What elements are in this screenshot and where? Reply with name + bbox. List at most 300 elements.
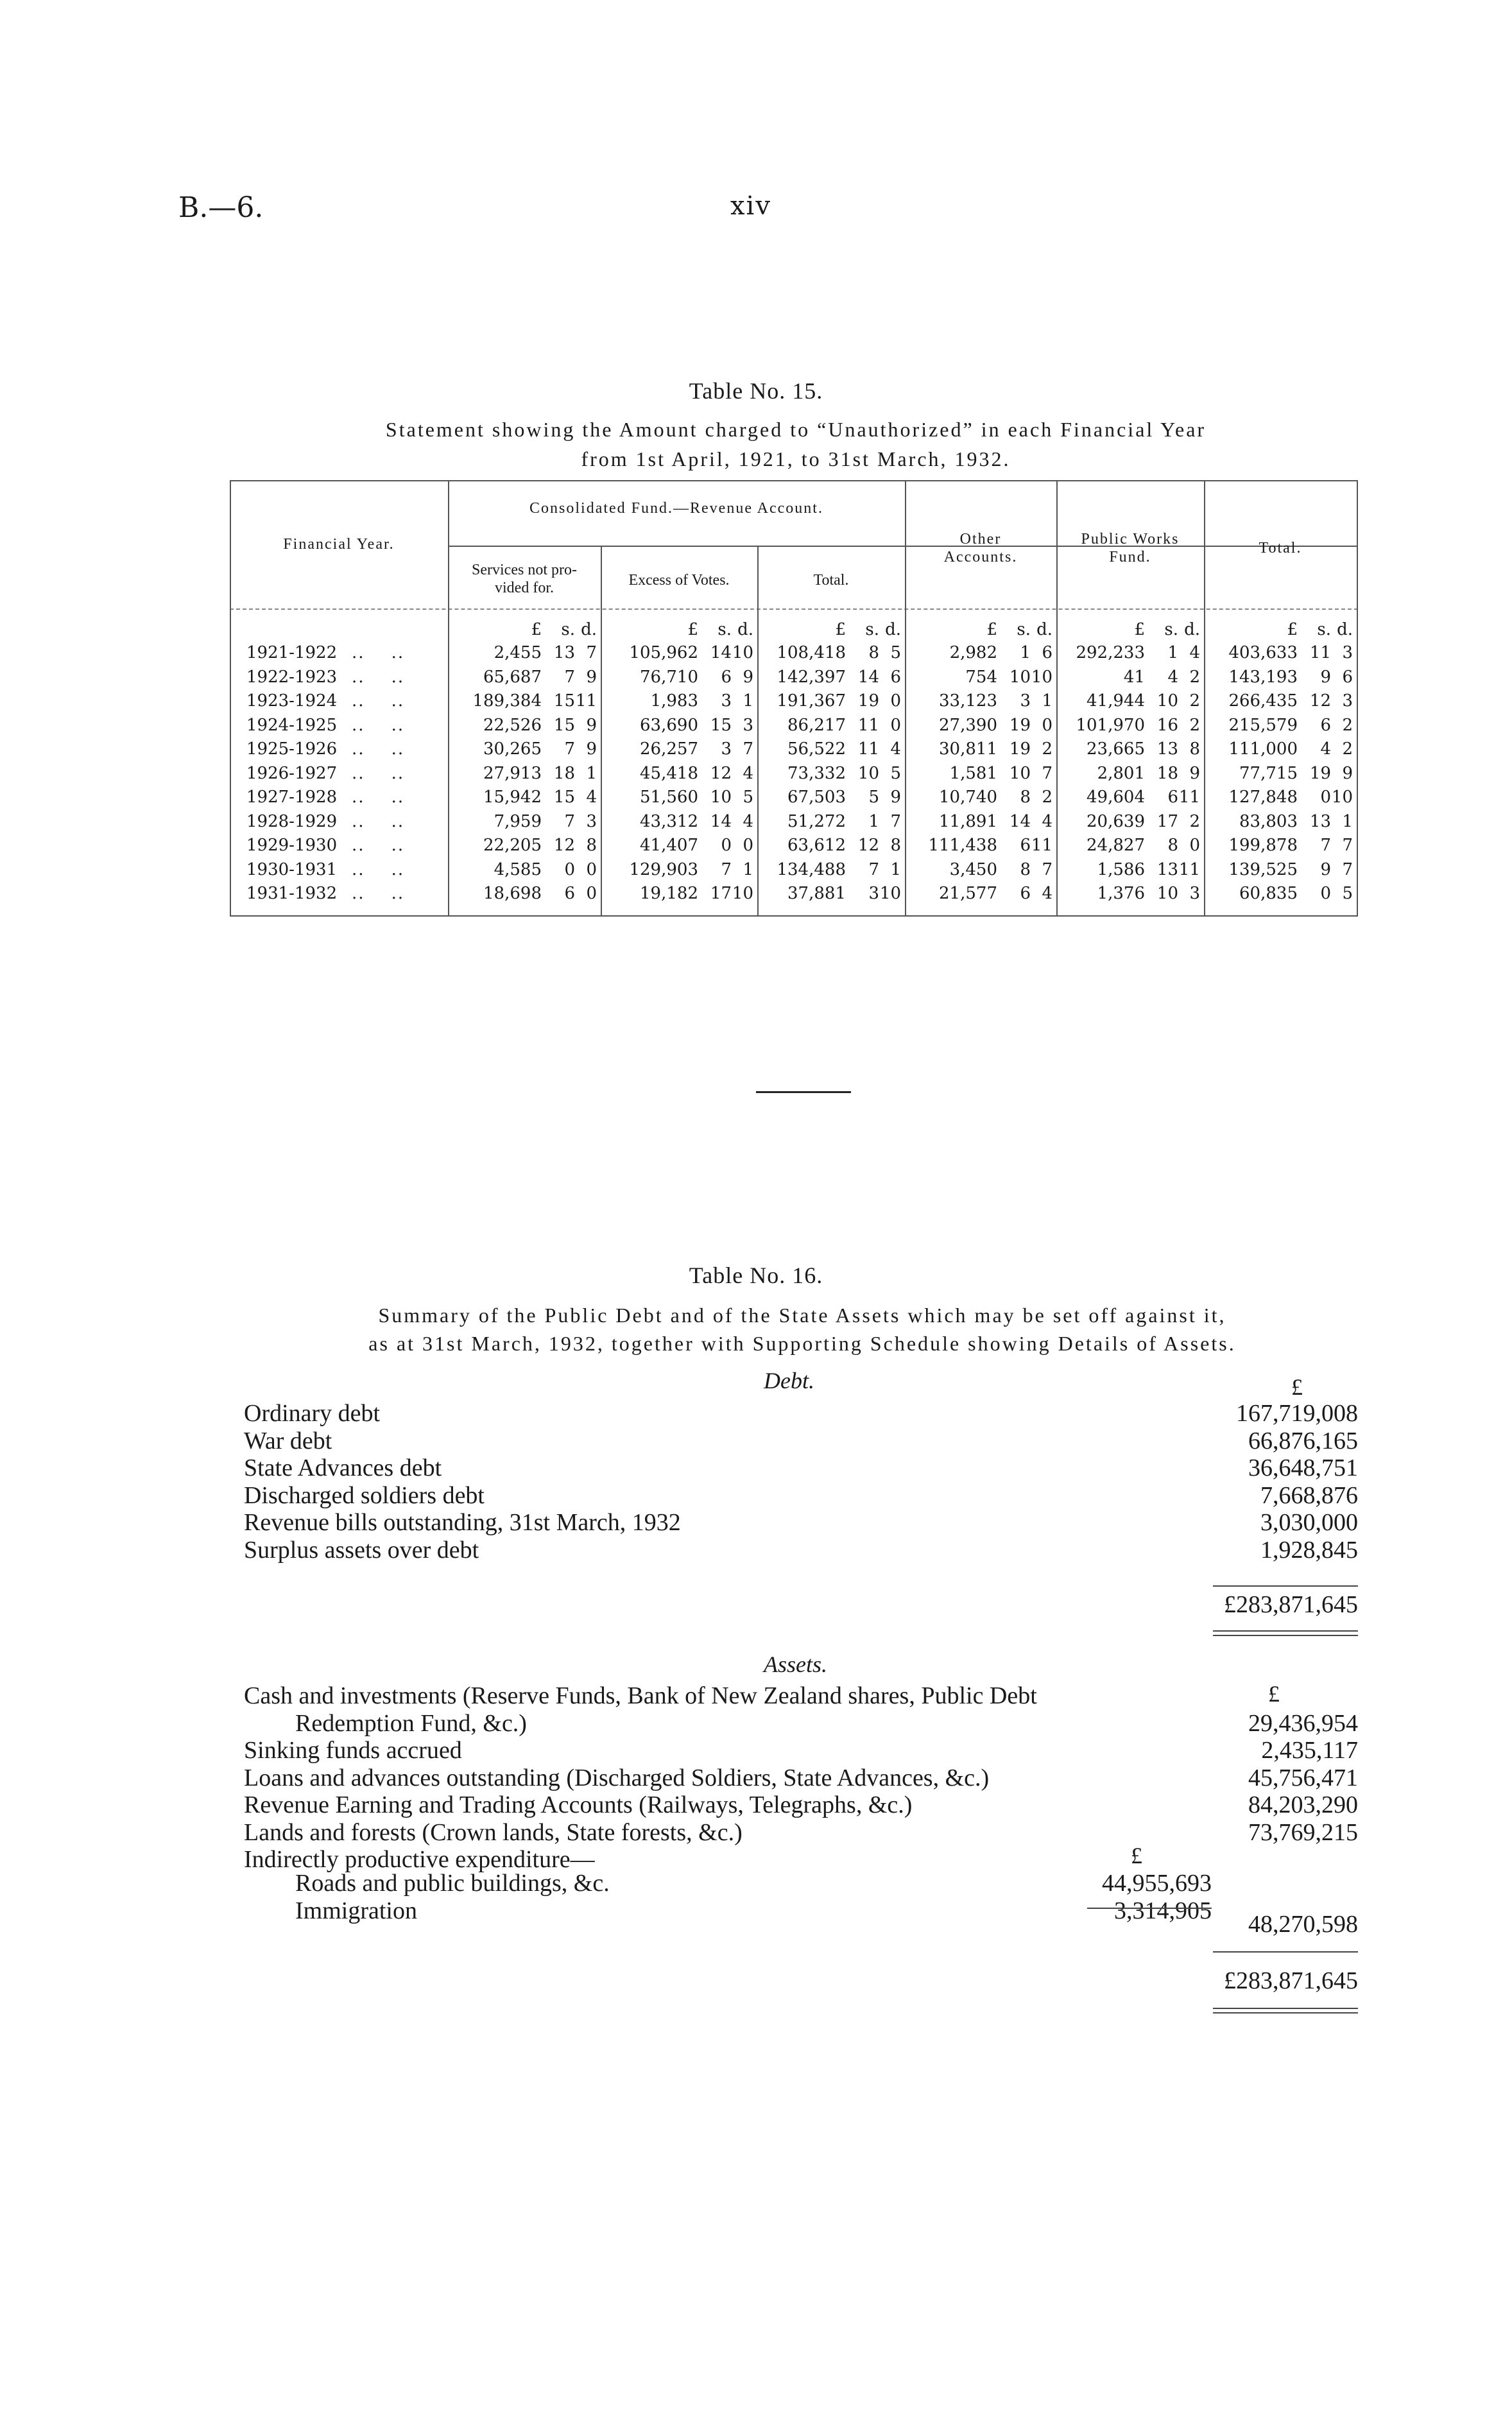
asset-item-amount: 45,756,471 (1248, 1764, 1358, 1791)
c1-shillings: 0 (564, 859, 575, 879)
row-leader-dots: .. .. (352, 739, 405, 759)
indirect-total: 48,270,598 (1248, 1911, 1358, 1938)
c3-shillings: 7 (868, 859, 879, 879)
c4-shillings: 6 (1020, 884, 1031, 903)
c4-pence: 7 (1042, 859, 1052, 879)
unit-pound: £ (835, 620, 846, 639)
debt-item-label: Revenue bills outstanding, 31st March, 1932 (244, 1509, 681, 1536)
c6-pence: 1 (1342, 811, 1353, 831)
c3-shillings: 12 (857, 836, 879, 855)
c5-pounds: 41 (1123, 667, 1145, 687)
asset-item-amount: 84,203,290 (1248, 1791, 1358, 1818)
c3-shillings: 5 (868, 788, 879, 807)
row-leader-dots: .. .. (352, 859, 405, 879)
c3-pounds: 134,488 (777, 859, 846, 879)
table15-caption: Table No. 15. (689, 378, 823, 404)
c4-pounds: 33,123 (939, 691, 997, 711)
row-year: 1923-1924 (246, 691, 338, 711)
asset-item-amount: 73,769,215 (1248, 1818, 1358, 1846)
c2-shillings: 17 (710, 884, 732, 903)
c1-pounds: 15,942 (483, 788, 542, 807)
c4-pence: 6 (1042, 643, 1052, 662)
unit-pound: £ (1287, 620, 1298, 639)
row-leader-dots: .. .. (352, 836, 405, 855)
c4-pence: 7 (1042, 763, 1052, 783)
c5-pounds: 1,376 (1097, 884, 1145, 903)
c3-shillings: 3 (868, 884, 879, 903)
c5-shillings: 6 (1167, 788, 1178, 807)
c4-shillings: 1 (1020, 643, 1031, 662)
debt-total-rule-2 (1213, 1635, 1358, 1636)
table-row (230, 716, 1358, 739)
table-row (230, 884, 1358, 907)
unit-pence: d. (737, 620, 753, 639)
indirect-item-label: Roads and public buildings, &c. (295, 1870, 610, 1897)
c6-pence: 6 (1342, 667, 1353, 687)
c4-shillings: 19 (1009, 715, 1031, 735)
c4-pounds: 111,438 (928, 836, 997, 855)
units-row (230, 620, 1358, 643)
table15 (230, 480, 1358, 917)
c2-pounds: 51,560 (640, 788, 698, 807)
asset-item-label: Indirectly productive expenditure— (244, 1846, 595, 1873)
c5-pence: 11 (1178, 788, 1200, 807)
c3-shillings: 11 (857, 715, 879, 735)
c3-pounds: 51,272 (787, 811, 846, 831)
debt-item-label: War debt (244, 1427, 332, 1454)
c1-pounds: 2,455 (494, 643, 542, 662)
c2-shillings: 10 (710, 788, 732, 807)
c3-pounds: 73,332 (787, 763, 846, 783)
row-year: 1921-1922 (246, 643, 338, 662)
c1-shillings: 15 (553, 715, 575, 735)
c4-pence: 4 (1042, 811, 1052, 831)
c1-pounds: 27,913 (483, 763, 542, 783)
c2-pounds: 129,903 (629, 859, 698, 879)
c1-pounds: 189,384 (472, 691, 542, 711)
row-year: 1929-1930 (246, 836, 338, 855)
table-row (230, 836, 1358, 859)
c3-pence: 0 (890, 715, 901, 735)
c1-pounds: 22,205 (483, 836, 542, 855)
c5-pence: 2 (1189, 715, 1200, 735)
c6-shillings: 0 (1320, 788, 1331, 807)
debt-item-amount: 167,719,008 (1236, 1400, 1358, 1427)
c5-shillings: 10 (1156, 691, 1178, 711)
debt-item-amount: 36,648,751 (1248, 1454, 1358, 1481)
c4-shillings: 6 (1020, 836, 1031, 855)
c3-pence: 10 (879, 884, 901, 903)
c5-pence: 11 (1178, 859, 1200, 879)
c6-shillings: 11 (1309, 643, 1331, 662)
unit-shilling: s. (1017, 620, 1031, 639)
table16-description-1: Summary of the Public Debt and of the State Assets which may be set off against it, (378, 1304, 1226, 1327)
report-reference: B.—6. (178, 191, 264, 224)
c5-pence: 2 (1189, 667, 1200, 687)
c3-shillings: 14 (857, 667, 879, 687)
c3-pence: 4 (890, 739, 901, 759)
table-row (230, 860, 1358, 883)
c2-pounds: 45,418 (640, 763, 698, 783)
c4-shillings: 8 (1020, 859, 1031, 879)
c6-pounds: 83,803 (1239, 811, 1298, 831)
c4-shillings: 10 (1009, 667, 1031, 687)
c4-pounds: 754 (965, 667, 997, 687)
unit-shilling: s. (1164, 620, 1178, 639)
c4-pounds: 10,740 (939, 788, 997, 807)
c5-shillings: 8 (1167, 836, 1178, 855)
c1-pence: 11 (575, 691, 597, 711)
c2-shillings: 3 (721, 691, 732, 711)
c5-pence: 2 (1189, 811, 1200, 831)
c4-shillings: 19 (1009, 739, 1031, 759)
top-rule (230, 480, 1358, 481)
c3-shillings: 19 (857, 691, 879, 711)
indirect-item-amount: 44,955,693 (1102, 1870, 1212, 1897)
c6-shillings: 7 (1320, 836, 1331, 855)
c6-pounds: 127,848 (1228, 788, 1298, 807)
c6-pounds: 60,835 (1239, 884, 1298, 903)
table-row (230, 764, 1358, 787)
c3-pounds: 142,397 (777, 667, 846, 687)
c4-pence: 4 (1042, 884, 1052, 903)
table-row (230, 668, 1358, 691)
c5-pence: 0 (1189, 836, 1200, 855)
section-separator (756, 1091, 851, 1093)
c5-pence: 2 (1189, 691, 1200, 711)
debt-item-label: Surplus assets over debt (244, 1536, 479, 1564)
c6-shillings: 12 (1309, 691, 1331, 711)
hdr-total-inner: Total. (813, 572, 849, 589)
c1-pounds: 30,265 (483, 739, 542, 759)
asset-item-label: Redemption Fund, &c.) (295, 1709, 527, 1737)
c6-pence: 3 (1342, 691, 1353, 711)
c4-pence: 11 (1031, 836, 1052, 855)
c2-pounds: 63,690 (640, 715, 698, 735)
c6-pounds: 199,878 (1228, 836, 1298, 855)
table-row (230, 739, 1358, 763)
table15-description-1: Statement showing the Amount charged to “Unauthorized” in each Financial Year (385, 418, 1207, 441)
c1-pence: 3 (586, 811, 597, 831)
hdr-other-accounts: Other Accounts. (943, 531, 1018, 565)
c5-pounds: 101,970 (1076, 715, 1145, 735)
asset-item-label: Lands and forests (Crown lands, State forests, &c.) (244, 1818, 743, 1846)
c1-shillings: 7 (564, 811, 575, 831)
c1-shillings: 6 (564, 884, 575, 903)
debt-item-amount: 66,876,165 (1248, 1427, 1358, 1454)
c3-pence: 5 (890, 643, 901, 662)
c1-pence: 0 (586, 884, 597, 903)
unit-pound: £ (986, 620, 997, 639)
c5-shillings: 13 (1156, 739, 1178, 759)
c3-pence: 8 (890, 836, 901, 855)
c1-pence: 7 (586, 643, 597, 662)
debt-total-rule (1213, 1630, 1358, 1632)
unit-shilling: s. (561, 620, 575, 639)
c2-pounds: 26,257 (640, 739, 698, 759)
c6-pence: 7 (1342, 859, 1353, 879)
c2-shillings: 14 (710, 643, 732, 662)
c6-pounds: 139,525 (1228, 859, 1298, 879)
asset-item-amount: 2,435,117 (1261, 1737, 1358, 1764)
c2-pounds: 41,407 (640, 836, 698, 855)
c5-shillings: 10 (1156, 884, 1178, 903)
assets-total-rule (1213, 2008, 1358, 2009)
c3-pounds: 67,503 (787, 788, 846, 807)
c4-pounds: 2,982 (949, 643, 997, 662)
c6-pence: 5 (1342, 884, 1353, 903)
c1-pounds: 4,585 (494, 859, 542, 879)
c6-pence: 10 (1331, 788, 1353, 807)
c4-pounds: 30,811 (939, 739, 997, 759)
asset-item-label: Loans and advances outstanding (Discharged Soldiers, State Advances, &c.) (244, 1764, 990, 1791)
c4-pounds: 3,450 (949, 859, 997, 879)
c2-shillings: 7 (721, 859, 732, 879)
c6-pence: 2 (1342, 739, 1353, 759)
c2-pounds: 76,710 (640, 667, 698, 687)
c2-pounds: 19,182 (640, 884, 698, 903)
c5-shillings: 1 (1167, 643, 1178, 662)
header-rule (230, 608, 1358, 610)
c5-pounds: 41,944 (1087, 691, 1145, 711)
row-year: 1925-1926 (246, 739, 338, 759)
row-leader-dots: .. .. (352, 811, 405, 831)
c5-pounds: 49,604 (1087, 788, 1145, 807)
c5-shillings: 13 (1156, 859, 1178, 879)
c6-shillings: 6 (1320, 715, 1331, 735)
c5-shillings: 4 (1167, 667, 1178, 687)
c1-pounds: 18,698 (483, 884, 542, 903)
c3-shillings: 10 (857, 763, 879, 783)
c6-shillings: 9 (1320, 859, 1331, 879)
c4-shillings: 10 (1009, 763, 1031, 783)
c5-pounds: 20,639 (1087, 811, 1145, 831)
c3-pence: 7 (890, 811, 901, 831)
unit-pence: d. (1036, 620, 1052, 639)
assets-currency: £ (1268, 1681, 1280, 1707)
c6-pence: 7 (1342, 836, 1353, 855)
c2-shillings: 12 (710, 763, 732, 783)
c6-pounds: 403,633 (1228, 643, 1298, 662)
c5-pence: 3 (1189, 884, 1200, 903)
row-leader-dots: .. .. (352, 884, 405, 903)
asset-item-label: Revenue Earning and Trading Accounts (Railways, Telegraphs, &c.) (244, 1791, 913, 1818)
table-row (230, 788, 1358, 811)
unit-pence: d. (581, 620, 597, 639)
unit-pence: d. (885, 620, 901, 639)
c2-pence: 4 (743, 763, 753, 783)
table-row (230, 643, 1358, 666)
c2-pounds: 43,312 (640, 811, 698, 831)
c2-pence: 1 (743, 859, 753, 879)
unit-pound: £ (1134, 620, 1145, 639)
c5-pounds: 292,233 (1076, 643, 1145, 662)
row-leader-dots: .. .. (352, 763, 405, 783)
c6-shillings: 19 (1309, 763, 1331, 783)
unit-pence: d. (1337, 620, 1353, 639)
c5-pounds: 23,665 (1087, 739, 1145, 759)
hdr-public-works-fund: Public Works Fund. (1081, 531, 1180, 565)
unit-shilling: s. (865, 620, 879, 639)
c2-pounds: 105,962 (629, 643, 698, 662)
debt-item-label: State Advances debt (244, 1454, 442, 1481)
c1-pounds: 65,687 (483, 667, 542, 687)
c1-pence: 9 (586, 715, 597, 735)
hdr-excess-of-votes: Excess of Votes. (628, 572, 730, 589)
c4-pounds: 1,581 (949, 763, 997, 783)
table15-description-2: from 1st April, 1921, to 31st March, 1932. (581, 447, 1011, 470)
bottom-rule (230, 915, 1358, 917)
c5-pounds: 24,827 (1087, 836, 1145, 855)
indirect-currency: £ (1131, 1843, 1142, 1868)
c1-shillings: 12 (553, 836, 575, 855)
c4-pounds: 27,390 (939, 715, 997, 735)
row-year: 1924-1925 (246, 715, 338, 735)
c1-pence: 0 (586, 859, 597, 879)
row-year: 1928-1929 (246, 811, 338, 831)
c3-pounds: 86,217 (787, 715, 846, 735)
c2-pence: 7 (743, 739, 753, 759)
c1-shillings: 15 (553, 691, 575, 711)
hdr-financial-year: Financial Year. (283, 536, 395, 553)
c4-pounds: 21,577 (939, 884, 997, 903)
c5-pounds: 2,801 (1097, 763, 1145, 783)
c6-pounds: 143,193 (1228, 667, 1298, 687)
c3-pence: 1 (890, 859, 901, 879)
c3-shillings: 11 (857, 739, 879, 759)
c3-shillings: 8 (868, 643, 879, 662)
page-number: xiv (730, 191, 771, 221)
row-leader-dots: .. .. (352, 643, 405, 662)
debt-item-label: Ordinary debt (244, 1400, 381, 1427)
c3-shillings: 1 (868, 811, 879, 831)
c1-pounds: 22,526 (483, 715, 542, 735)
unit-pound: £ (687, 620, 698, 639)
indirect-item-label: Immigration (295, 1897, 417, 1924)
table16-caption: Table No. 16. (689, 1263, 823, 1288)
debt-currency: £ (1291, 1374, 1303, 1400)
c5-pence: 9 (1189, 763, 1200, 783)
c4-shillings: 14 (1009, 811, 1031, 831)
row-leader-dots: .. .. (352, 788, 405, 807)
c3-pounds: 191,367 (777, 691, 846, 711)
hdr-services-not-provided: Services not pro- vided for. (472, 562, 577, 596)
c6-pounds: 266,435 (1228, 691, 1298, 711)
c2-pence: 4 (743, 811, 753, 831)
c2-pence: 10 (732, 884, 753, 903)
c3-pounds: 63,612 (787, 836, 846, 855)
c6-shillings: 13 (1309, 811, 1331, 831)
c3-pence: 9 (890, 788, 901, 807)
c2-pence: 3 (743, 715, 753, 735)
c2-pence: 0 (743, 836, 753, 855)
row-year: 1930-1931 (246, 859, 338, 879)
row-leader-dots: .. .. (352, 691, 405, 711)
c1-shillings: 18 (553, 763, 575, 783)
c3-pence: 6 (890, 667, 901, 687)
unit-pound: £ (531, 620, 542, 639)
c6-shillings: 9 (1320, 667, 1331, 687)
c6-pounds: 215,579 (1228, 715, 1298, 735)
c3-pounds: 56,522 (787, 739, 846, 759)
row-year: 1922-1923 (246, 667, 338, 687)
asset-item-amount: 29,436,954 (1248, 1709, 1358, 1737)
c4-shillings: 3 (1020, 691, 1031, 711)
c2-pence: 5 (743, 788, 753, 807)
c2-pence: 10 (732, 643, 753, 662)
table-row (230, 691, 1358, 714)
assets-subtotal-rule (1213, 1951, 1358, 1953)
table-row (230, 812, 1358, 835)
c6-pounds: 111,000 (1228, 739, 1298, 759)
indirect-subtotal-rule (1087, 1908, 1212, 1909)
c1-pence: 9 (586, 667, 597, 687)
c5-pence: 4 (1189, 643, 1200, 662)
c3-pence: 5 (890, 763, 901, 783)
debt-item-amount: 7,668,876 (1260, 1481, 1358, 1509)
debt-heading: Debt. (764, 1368, 814, 1393)
c5-shillings: 17 (1156, 811, 1178, 831)
c5-shillings: 16 (1156, 715, 1178, 735)
c4-pence: 1 (1042, 691, 1052, 711)
c4-pence: 0 (1042, 715, 1052, 735)
row-year: 1926-1927 (246, 763, 338, 783)
c1-pounds: 7,959 (494, 811, 542, 831)
c3-pounds: 37,881 (787, 884, 846, 903)
c1-pence: 1 (586, 763, 597, 783)
assets-heading: Assets. (764, 1652, 827, 1677)
c4-pence: 2 (1042, 739, 1052, 759)
c5-pounds: 1,586 (1097, 859, 1145, 879)
indirect-item-amount: 3,314,905 (1114, 1897, 1212, 1924)
row-leader-dots: .. .. (352, 715, 405, 735)
c5-shillings: 18 (1156, 763, 1178, 783)
hdr-total: Total. (1259, 540, 1302, 556)
c2-shillings: 3 (721, 739, 732, 759)
row-year: 1931-1932 (246, 884, 338, 903)
c2-pence: 1 (743, 691, 753, 711)
c6-shillings: 0 (1320, 884, 1331, 903)
debt-item-amount: 3,030,000 (1260, 1509, 1358, 1536)
c4-pounds: 11,891 (939, 811, 997, 831)
c1-pence: 9 (586, 739, 597, 759)
unit-shilling: s. (1317, 620, 1331, 639)
c2-shillings: 15 (710, 715, 732, 735)
assets-total: £283,871,645 (1224, 1967, 1358, 1994)
c2-shillings: 14 (710, 811, 732, 831)
c3-pence: 0 (890, 691, 901, 711)
c6-shillings: 4 (1320, 739, 1331, 759)
c1-shillings: 7 (564, 667, 575, 687)
c6-pence: 3 (1342, 643, 1353, 662)
c1-pence: 4 (586, 788, 597, 807)
c5-pence: 8 (1189, 739, 1200, 759)
c1-shillings: 13 (553, 643, 575, 662)
c1-pence: 8 (586, 836, 597, 855)
hdr-consolidated-fund: Consolidated Fund.—Revenue Account. (529, 500, 823, 517)
c6-pence: 2 (1342, 715, 1353, 735)
c2-shillings: 0 (721, 836, 732, 855)
debt-item-label: Discharged soldiers debt (244, 1481, 485, 1509)
c6-pence: 9 (1342, 763, 1353, 783)
c4-pence: 2 (1042, 788, 1052, 807)
c3-pounds: 108,418 (777, 643, 846, 662)
unit-pence: d. (1184, 620, 1200, 639)
unit-shilling: s. (717, 620, 732, 639)
debt-item-amount: 1,928,845 (1260, 1536, 1358, 1564)
row-year: 1927-1928 (246, 788, 338, 807)
assets-total-rule-2 (1213, 2012, 1358, 2014)
